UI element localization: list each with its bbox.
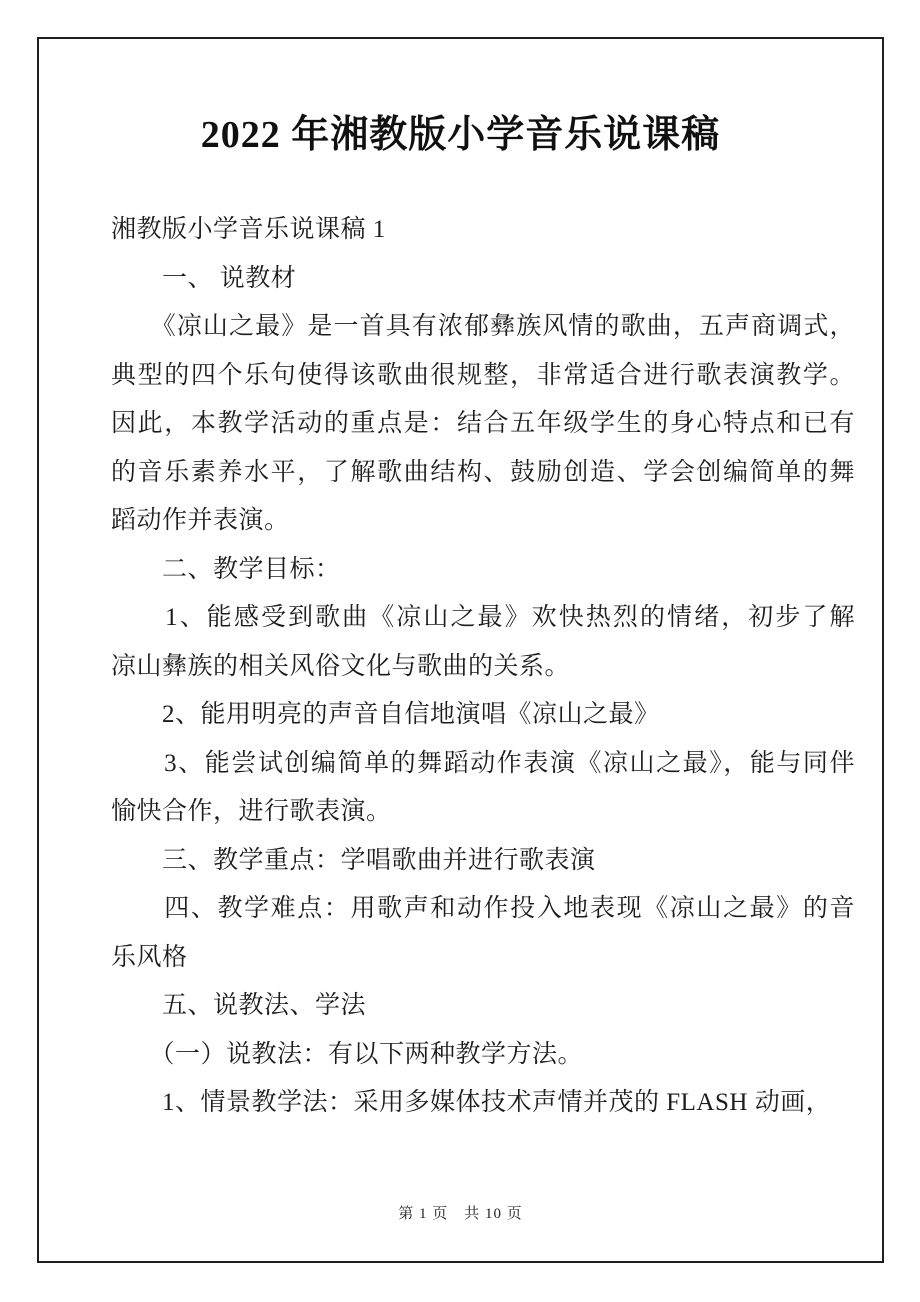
text-line: 《凉山之最》是一首具有浓郁彝族风情的歌曲，五声商调式， bbox=[111, 313, 855, 340]
text-line: 3、能尝试创编简单的舞蹈动作表演《凉山之最》，能与同伴 bbox=[111, 749, 855, 777]
text-line: 典型的四个乐句使得该歌曲很规整，非常适合进行歌表演教学。 bbox=[111, 361, 855, 389]
text-line: 湘教版小学音乐说课稿 1 bbox=[111, 216, 386, 243]
paragraph bbox=[111, 837, 855, 886]
text-line: 1、能感受到歌曲《凉山之最》欢快热烈的情绪，初步了解 bbox=[111, 604, 855, 631]
text-line: 1、情景教学法：采用多媒体技术声情并茂的 FLASH 动画， bbox=[111, 1089, 832, 1116]
document-title: 2022 年湘教版小学音乐说课稿 bbox=[200, 114, 721, 156]
text-line: 一、 说教材 bbox=[111, 264, 297, 292]
paragraph bbox=[111, 255, 855, 304]
document-body bbox=[111, 206, 855, 1128]
paragraph bbox=[111, 982, 855, 1031]
paragraph bbox=[111, 546, 855, 595]
paragraph bbox=[111, 303, 855, 546]
text-line: 因此，本教学活动的重点是：结合五年级学生的身心特点和已有 bbox=[111, 410, 855, 437]
text-line: 二、教学目标： bbox=[111, 555, 341, 583]
text-line: 凉山彝族的相关风俗文化与歌曲的关系。 bbox=[111, 652, 571, 680]
text-line: 五、说教法、学法 bbox=[111, 992, 367, 1019]
text-line: 三、教学重点：学唱歌曲并进行歌表演 bbox=[111, 846, 596, 874]
paragraph bbox=[111, 206, 855, 255]
paragraph bbox=[111, 1079, 855, 1128]
text-line: 乐风格 bbox=[111, 943, 188, 971]
text-line: 的音乐素养水平，了解歌曲结构、鼓励创造、学会创编简单的舞 bbox=[111, 458, 855, 486]
paragraph bbox=[111, 691, 855, 740]
text-line: 蹈动作并表演。 bbox=[111, 507, 290, 534]
paragraph bbox=[111, 885, 855, 982]
paragraph bbox=[111, 1031, 855, 1080]
text-line: 2、能用明亮的声音自信地演唱《凉山之最》 bbox=[111, 701, 660, 728]
paragraph bbox=[111, 740, 855, 837]
paragraph bbox=[111, 594, 855, 691]
text-line: 四、教学难点：用歌声和动作投入地表现《凉山之最》的音 bbox=[111, 895, 855, 922]
page-number-footer: 第 1 页 共 10 页 bbox=[398, 1206, 523, 1222]
text-line: （一）说教法：有以下两种教学方法。 bbox=[111, 1040, 584, 1068]
text-line: 愉快合作，进行歌表演。 bbox=[111, 798, 392, 825]
